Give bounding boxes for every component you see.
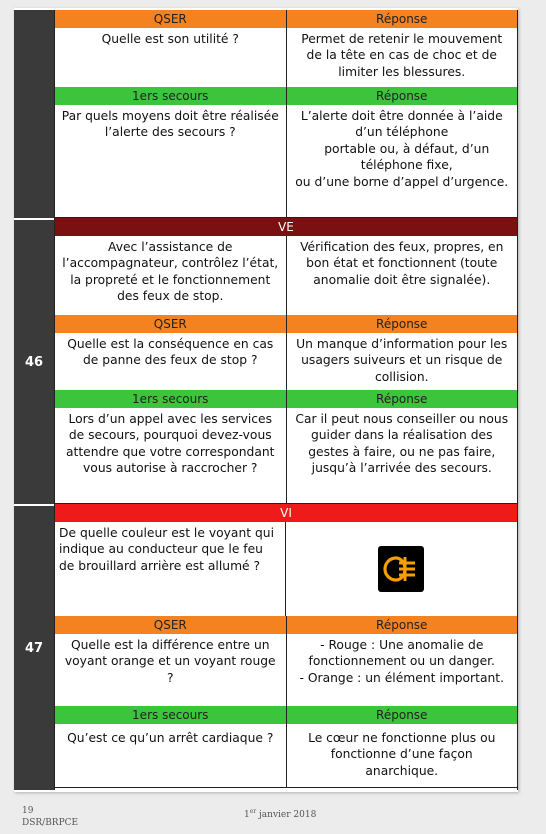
- answer-cell: [287, 105, 518, 217]
- question-text: Avec l’assistance de l’accompagnateur, contrôlez l’état, la propreté et le fonctionnement des feux de stop.: [55, 236, 287, 315]
- question-text: Quelle est la différence entre un voyant orange et un voyant rouge ?: [55, 634, 287, 706]
- date-sup: er: [249, 808, 257, 815]
- question-text: Quelle est la conséquence en cas de panne des feux de stop ?: [55, 333, 287, 390]
- qser-header: [55, 616, 517, 634]
- question-text: Lors d’un appel avec les services de secours, pourquoi devez-vous attendre que votre correspondant vous autorise à raccrocher ?: [55, 408, 287, 503]
- qser-header: [55, 10, 517, 28]
- answer-line: ou d’une borne d’appel d’urgence.: [295, 174, 509, 189]
- vi-row: [55, 522, 517, 616]
- block-continued: [14, 10, 518, 218]
- qser-header: [55, 315, 517, 333]
- secours-label: 1ers secours: [55, 390, 287, 408]
- side-number-47: 47: [14, 504, 54, 790]
- reponse-label: Réponse: [376, 12, 428, 26]
- answer-cell: [287, 634, 518, 706]
- secours-label: 1ers secours: [55, 87, 287, 105]
- question-text: Par quels moyens doit être réalisée l’alerte des secours ?: [55, 105, 287, 217]
- ve-row: [55, 236, 517, 315]
- answer-text: Le cœur ne fonctionne plus ou fonctionne d’une façon anarchique.: [308, 731, 496, 778]
- reponse-label: Réponse: [376, 89, 428, 103]
- secours-row: [55, 105, 517, 218]
- question-text: De quelle couleur est le voyant qui indique au conducteur que le feu de brouillard arrière est allumé ?: [55, 522, 286, 616]
- reponse-label: Réponse: [376, 708, 428, 722]
- qser-row: [55, 333, 517, 390]
- side-bar-continued: [14, 10, 54, 218]
- secours-header: [55, 706, 517, 724]
- block-46: [14, 218, 518, 504]
- answer-line: - Rouge : Une anomalie de fonctionnement ou un danger.: [308, 638, 495, 669]
- answer-text: Un manque d’information pour les usagers suiveurs et un risque de collision.: [296, 337, 508, 384]
- answer-text: Permet de retenir le mouvement de la tête en cas de choc et de limiter les blessures.: [301, 32, 503, 79]
- ve-header: VE: [55, 218, 517, 236]
- reponse-label: Réponse: [376, 618, 428, 632]
- secours-row: [55, 408, 517, 504]
- rows-continued: [54, 10, 518, 218]
- answer-text: Vérification des feux, propres, en bon état et fonctionnent (toute anomalie doit être signalée).: [300, 240, 504, 287]
- secours-header: [55, 390, 517, 408]
- answer-text: Car il peut nous conseiller ou nous guider dans la réalisation des gestes à faire, ou ne pas faire, jusqu’à l’arrivée des secours.: [295, 412, 509, 476]
- question-text: Quelle est son utilité ?: [55, 28, 287, 87]
- vi-header: VI: [55, 504, 517, 522]
- organization: DSR/BRPCE: [22, 818, 79, 828]
- rear-fog-lamp-icon: [378, 546, 424, 592]
- footer-date: [244, 808, 316, 820]
- qser-label: QSER: [55, 616, 287, 634]
- answer-line: portable ou, à défaut, d’un téléphone fixe,: [324, 141, 490, 173]
- answer-line: L’alerte doit être donnée à l’aide d’un téléphone: [300, 109, 503, 140]
- page-number: 19: [22, 806, 34, 816]
- rows-47: [54, 504, 518, 790]
- secours-header: [55, 87, 517, 105]
- qser-label: QSER: [55, 315, 287, 333]
- qser-row: [55, 634, 517, 706]
- date-rest: janvier 2018: [256, 810, 317, 820]
- date-day: 1: [244, 810, 250, 820]
- secours-label: 1ers secours: [55, 706, 287, 724]
- qser-label: QSER: [55, 10, 287, 28]
- reponse-label: Réponse: [376, 392, 428, 406]
- side-number-46: 46: [14, 218, 54, 504]
- question-text: Qu’est ce qu’un arrêt cardiaque ?: [55, 724, 287, 787]
- answer-line: - Orange : un élément important.: [299, 670, 504, 685]
- qser-row: [55, 28, 517, 87]
- icon-cell: [286, 522, 518, 616]
- block-47: [14, 504, 518, 790]
- secours-row: [55, 724, 517, 788]
- rows-46: [54, 218, 518, 504]
- reponse-label: Réponse: [376, 317, 428, 331]
